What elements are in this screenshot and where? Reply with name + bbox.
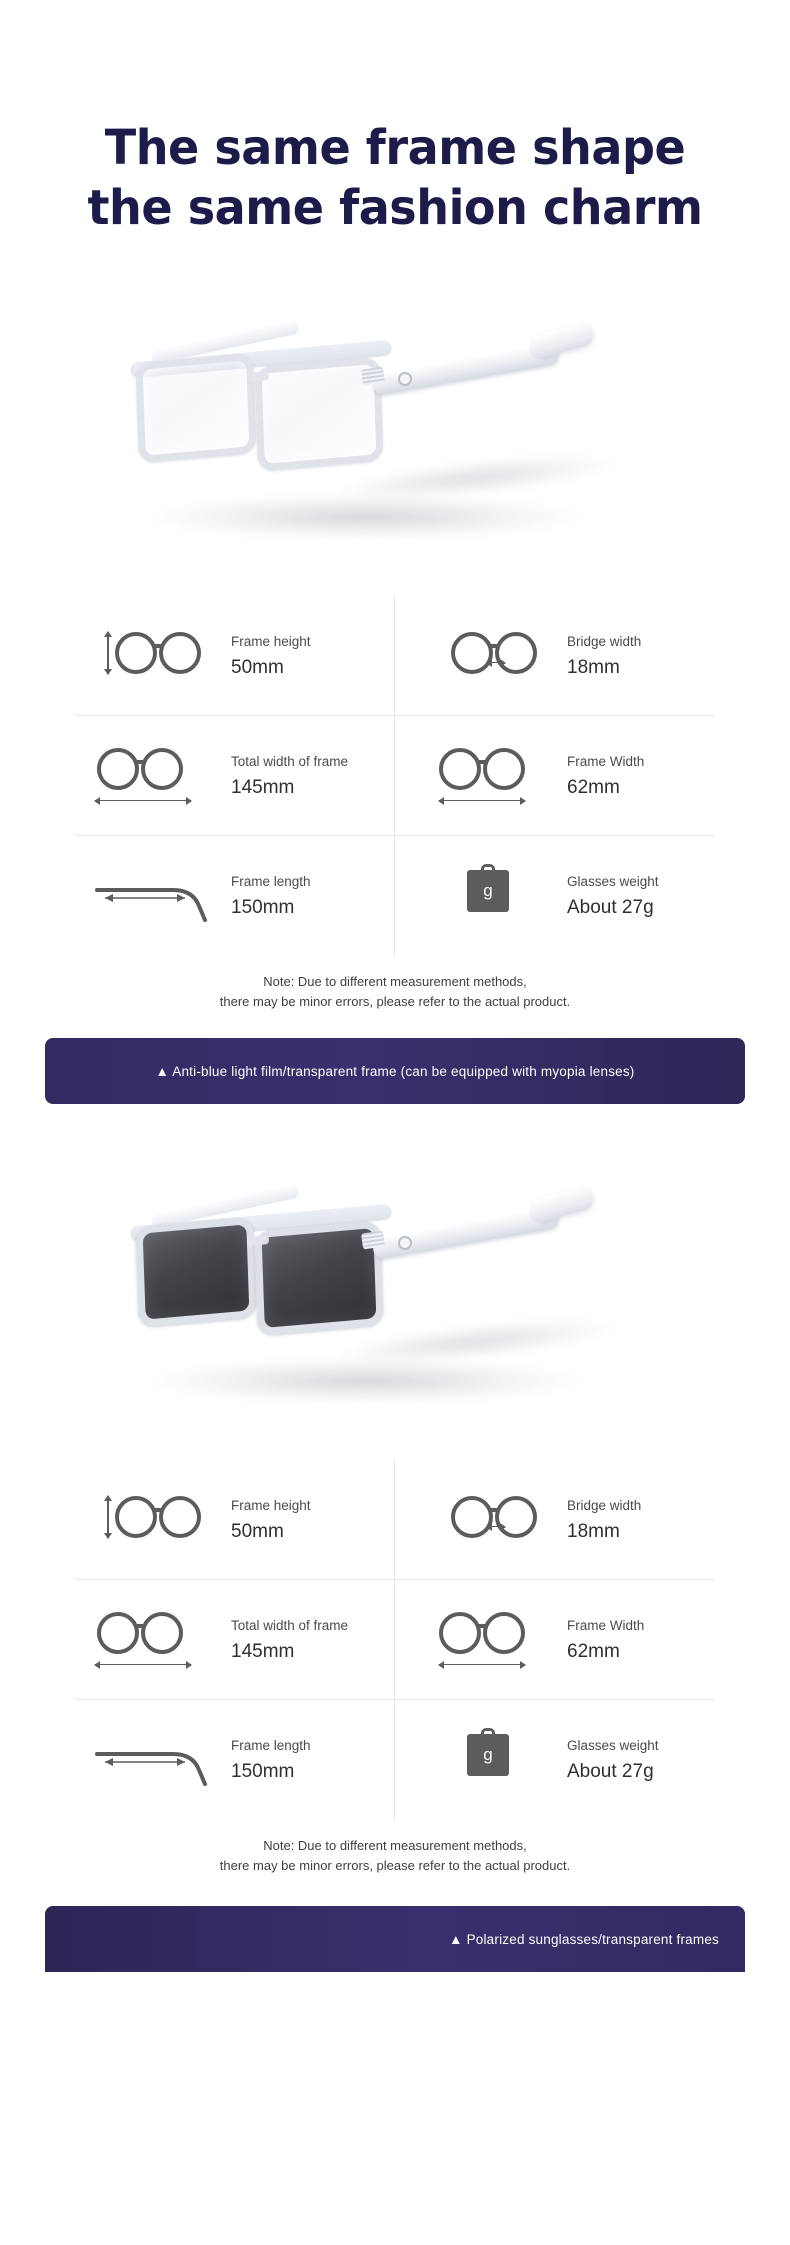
spec-frame-height [75,596,395,716]
frame-width-arrow-icon [439,1664,525,1666]
bridge-width-icon [425,624,553,688]
weight-badge: g [467,870,509,912]
lens-left [135,353,256,463]
spec-value: 50mm [231,1520,284,1542]
control-button-icon [398,1236,412,1250]
frame-width-icon [425,1608,553,1672]
lens-ring-icon [97,1612,139,1654]
banner-anti-blue-light [45,1038,745,1104]
spec-label: Glasses weight [567,874,659,889]
spec-grid-sunglasses [75,1460,715,1820]
spec-label: Frame Width [567,1617,645,1633]
temple-arm-shape-icon [89,1728,217,1792]
spec-text [567,1497,711,1543]
bridge-arrow-icon [487,662,505,664]
lens-ring-icon [483,1612,525,1654]
bridge-icon [491,1508,499,1512]
spec-glasses-weight [395,1700,715,1820]
measurement-note-1 [75,972,715,1012]
section-spacer [0,1104,790,1160]
spec-text [567,1737,711,1783]
spec-value: 62mm [567,1640,620,1662]
height-arrow-icon [107,632,109,674]
spec-bridge-width [395,596,715,716]
spec-bridge-width [395,1460,715,1580]
lens-ring-icon [451,1496,493,1538]
frame-length-icon [89,1728,217,1792]
spec-grid-clear [75,596,715,956]
spec-value: 145mm [231,1640,295,1662]
lens-ring-icon [159,1496,201,1538]
total-width-arrow-icon [95,800,191,802]
spec-frame-height [75,1460,395,1580]
spec-label: Frame height [231,1497,311,1513]
spec-label: Bridge width [567,633,642,649]
spec-value: 150mm [231,1761,295,1782]
bridge-arrow-icon [487,1526,505,1528]
bridge-width-icon [425,1488,553,1552]
page-title-line-1: The same frame shape [104,120,686,176]
spec-label: Total width of frame [231,1617,349,1633]
lens-left-tinted [135,1217,256,1327]
temple-arm-shape-icon [89,864,217,928]
spec-glasses-weight [395,836,715,956]
measurement-note-2 [75,1836,715,1876]
lens-ring-icon [495,632,537,674]
total-width-icon [89,1608,217,1672]
spec-value: 150mm [231,897,295,918]
spec-value: About 27g [567,1761,654,1782]
page-title [0,0,790,238]
note-line-2: there may be minor errors, please refer to the actual product. [219,1858,571,1873]
frame-width-arrow-icon [439,800,525,802]
spec-text [567,1617,711,1663]
bridge-icon [137,760,145,764]
spec-label: Frame length [231,1738,311,1753]
frame-length-icon [89,864,217,928]
lens-ring-icon [115,632,157,674]
frame-bridge [247,1235,270,1246]
glasses-illustration-clear [0,296,790,596]
lens-ring-icon [495,1496,537,1538]
glasses-illustration-sunglasses [0,1160,790,1460]
spec-label: Total width of frame [231,753,349,769]
spec-text [231,873,390,919]
note-line-2: there may be minor errors, please refer to the actual product. [219,994,571,1009]
spec-text [231,1497,390,1543]
total-width-icon [89,744,217,808]
spec-frame-width [395,716,715,836]
spec-text [567,753,711,799]
bridge-icon [479,760,487,764]
spec-frame-length [75,836,395,956]
spec-text [231,633,390,679]
total-width-arrow-icon [95,1664,191,1666]
spec-label: Glasses weight [567,1738,659,1753]
lens-ring-icon [451,632,493,674]
temple-tip [528,1184,596,1225]
spec-text [567,873,711,919]
frame-height-icon [89,624,217,688]
spec-total-width [75,716,395,836]
frame-bridge [247,371,270,382]
lens-ring-icon [97,748,139,790]
sunglasses-image [0,1160,790,1460]
height-arrow-icon [107,1496,109,1538]
lens-ring-icon [439,1612,481,1654]
clear-glasses-image [0,296,790,596]
frame-width-icon [425,744,553,808]
weight-badge: g [467,1734,509,1776]
spec-value: 145mm [231,776,295,798]
note-line-1: Note: Due to different measurement methods, [263,974,527,989]
lens-ring-icon [159,632,201,674]
control-button-icon [398,372,412,386]
spec-text [567,633,711,679]
spec-label: Frame height [231,633,311,649]
speaker-grill-icon [361,367,385,386]
note-line-1: Note: Due to different measurement methods, [263,1838,527,1853]
lens-ring-icon [115,1496,157,1538]
lens-ring-icon [483,748,525,790]
glasses-weight-icon [425,1728,553,1792]
bridge-icon [491,644,499,648]
spec-value: 18mm [567,656,620,678]
banner-text: ▲ Anti-blue light film/transparent frame (can be equipped with myopia lenses) [155,1063,635,1079]
banner-text: ▲ Polarized sunglasses/transparent frames [449,1931,719,1947]
spec-value: 18mm [567,1520,620,1542]
page-title-line-2: the same fashion charm [87,180,703,236]
glasses-weight-icon [425,864,553,928]
temple-tip [528,320,596,361]
spec-value: About 27g [567,897,654,918]
spec-value: 50mm [231,656,284,678]
spec-text [231,1617,390,1663]
lens-ring-icon [141,748,183,790]
spec-label: Bridge width [567,1497,642,1513]
spec-total-width [75,1580,395,1700]
spec-frame-width [395,1580,715,1700]
frame-height-icon [89,1488,217,1552]
spec-value: 62mm [567,776,620,798]
lens-ring-icon [141,1612,183,1654]
spec-text [231,753,390,799]
section-spacer [0,1876,790,1906]
lens-ring-icon [439,748,481,790]
spec-text [231,1737,390,1783]
spec-label: Frame Width [567,753,645,769]
bridge-icon [479,1624,487,1628]
banner-polarized-sunglasses [45,1906,745,1972]
spec-frame-length [75,1700,395,1820]
bridge-icon [137,1624,145,1628]
speaker-grill-icon [361,1231,385,1250]
spec-label: Frame length [231,874,311,889]
